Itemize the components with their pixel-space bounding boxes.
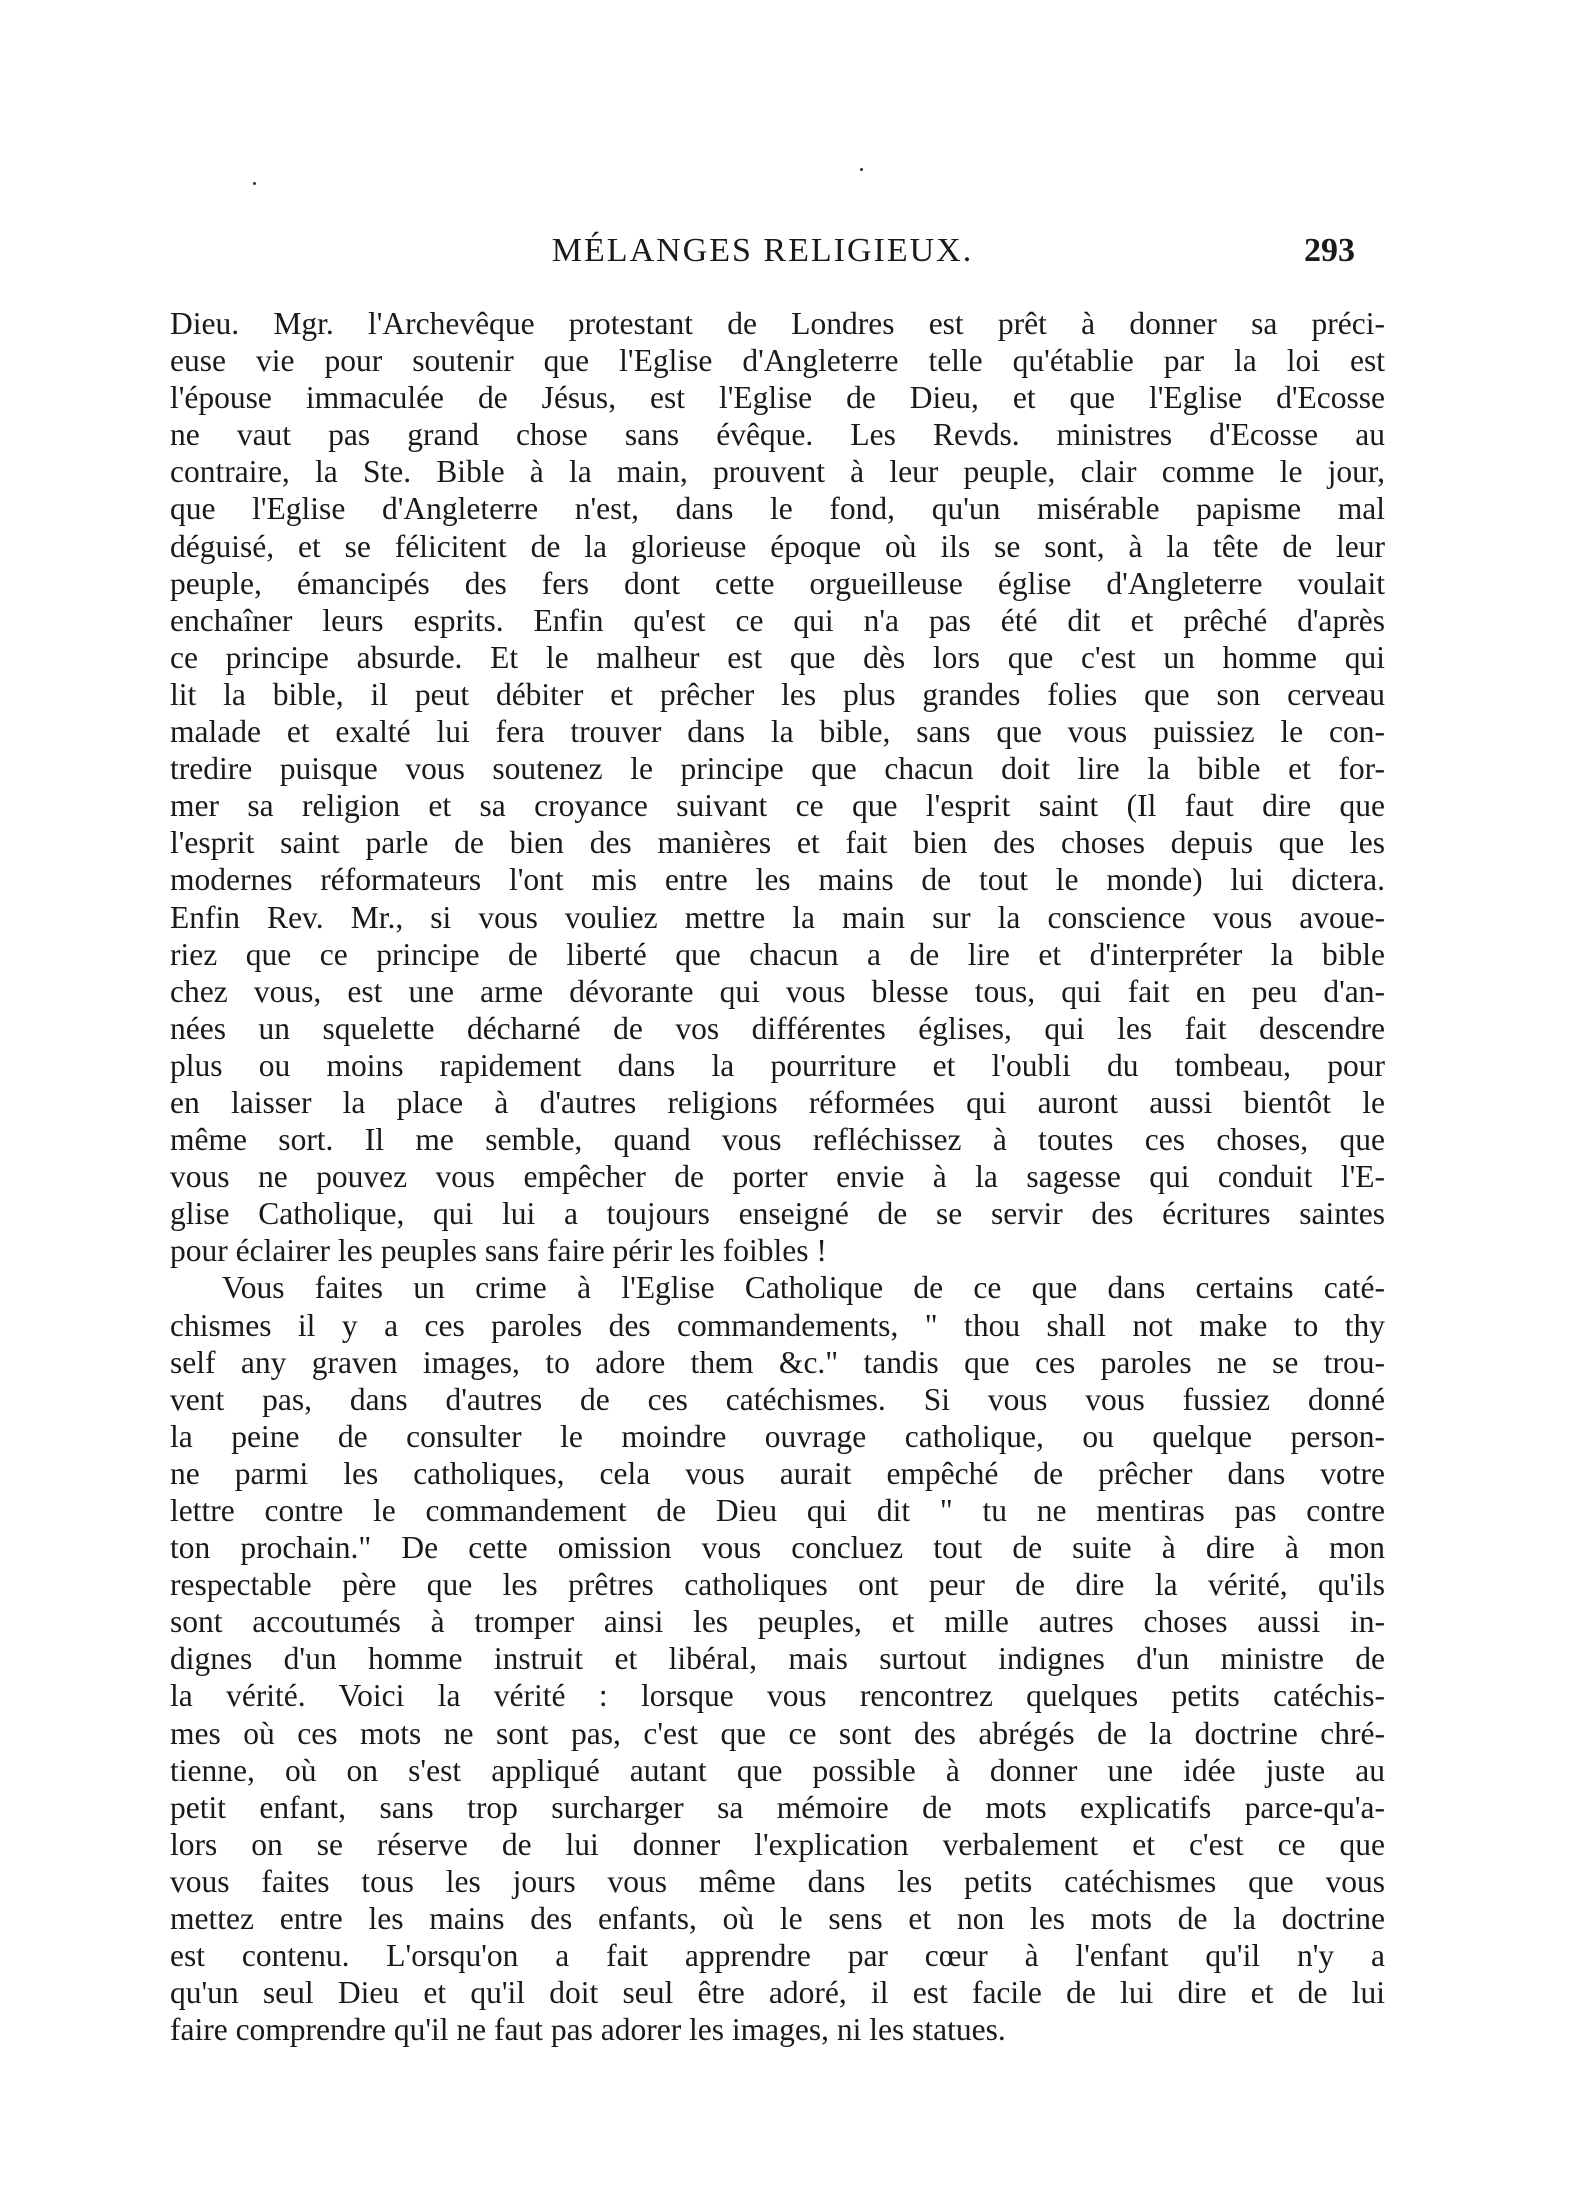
text-line: faire comprendre qu'il ne faut pas adorer les images, ni les statues. bbox=[170, 2012, 1006, 2048]
text-line: modernes réformateurs l'ont mis entre les mains de tout le monde) lui dictera. bbox=[170, 862, 1385, 898]
text-line: l'épouse immaculée de Jésus, est l'Eglise de Dieu, et que l'Eglise d'Ecosse bbox=[170, 380, 1385, 416]
text-line: sont accoutumés à tromper ainsi les peuples, et mille autres choses aussi in- bbox=[170, 1604, 1385, 1640]
text-line: Dieu. Mgr. l'Archevêque protestant de Londres est prêt à donner sa préci- bbox=[170, 306, 1385, 341]
text-line: lettre contre le commandement de Dieu qui dit " tu ne mentiras pas contre bbox=[170, 1493, 1385, 1528]
running-header bbox=[170, 232, 1355, 282]
text-line: même sort. Il me semble, quand vous refléchissez à toutes ces choses, que bbox=[170, 1122, 1385, 1158]
text-line: mer sa religion et sa croyance suivant ce que l'esprit saint (Il faut dire que bbox=[170, 788, 1385, 824]
text-line: en laisser la place à d'autres religions réformées qui auront aussi bientôt le bbox=[170, 1084, 1385, 1120]
text-line: vent pas, dans d'autres de ces catéchismes. Si vous vous fussiez donné bbox=[170, 1381, 1385, 1417]
text-line: ce principe absurde. Et le malheur est que dès lors que c'est un homme qui bbox=[170, 639, 1385, 675]
text-line: l'esprit saint parle de bien des manières et fait bien des choses depuis que les bbox=[170, 825, 1385, 861]
text-line: Vous faites un crime à l'Eglise Catholique de ce que dans certains caté- bbox=[222, 1270, 1385, 1306]
text-line: pour éclairer les peuples sans faire périr les foibles ! bbox=[170, 1233, 827, 1269]
text-line: lit la bible, il peut débiter et prêcher les plus grandes folies que son cerveau bbox=[170, 676, 1385, 712]
text-line: la peine de consulter le moindre ouvrage catholique, ou quelque person- bbox=[170, 1418, 1385, 1454]
text-line: mettez entre les mains des enfants, où le sens et non les mots de la doctrine bbox=[170, 1901, 1385, 1937]
text-line: nées un squelette décharné de vos différentes églises, qui les fait descendre bbox=[170, 1010, 1385, 1046]
text-line: dignes d'un homme instruit et libéral, mais surtout indignes d'un ministre de bbox=[170, 1641, 1385, 1677]
text-line: malade et exalté lui fera trouver dans la bible, sans que vous puissiez le con- bbox=[170, 714, 1385, 750]
text-line: ne vaut pas grand chose sans évêque. Les Revds. ministres d'Ecosse au bbox=[170, 417, 1385, 453]
text-line: vous ne pouvez vous empêcher de porter envie à la sagesse qui conduit l'E- bbox=[170, 1159, 1385, 1195]
text-line: lors on se réserve de lui donner l'explication verbalement et c'est ce que bbox=[170, 1826, 1385, 1862]
text-line: qu'un seul Dieu et qu'il doit seul être adoré, il est facile de lui dire et de lui bbox=[170, 1975, 1385, 2011]
text-line: peuple, émancipés des fers dont cette orgueilleuse église d'Angleterre voulait bbox=[170, 565, 1385, 601]
body-text bbox=[170, 305, 1385, 2048]
text-line: respectable père que les prêtres catholiques ont peur de dire la vérité, qu'ils bbox=[170, 1567, 1385, 1603]
text-line: mes où ces mots ne sont pas, c'est que ce sont des abrégés de la doctrine chré- bbox=[170, 1715, 1385, 1751]
text-line: euse vie pour soutenir que l'Eglise d'Angleterre telle qu'établie par la loi est bbox=[170, 343, 1385, 379]
running-title: MÉLANGES RELIGIEUX. bbox=[551, 232, 974, 269]
text-line: riez que ce principe de liberté que chacun a de lire et d'interpréter la bible bbox=[170, 936, 1385, 972]
text-line: tredire puisque vous soutenez le principe que chacun doit lire la bible et for- bbox=[170, 751, 1385, 787]
text-line: que l'Eglise d'Angleterre n'est, dans le fond, qu'un misérable papisme mal bbox=[170, 491, 1385, 527]
text-line: petit enfant, sans trop surcharger sa mémoire de mots explicatifs parce-qu'a- bbox=[170, 1789, 1385, 1825]
text-line: glise Catholique, qui lui a toujours enseigné de se servir des écritures saintes bbox=[170, 1196, 1385, 1232]
text-line: self any graven images, to adore them &c." tandis que ces paroles ne se trou- bbox=[170, 1344, 1385, 1380]
text-line: vous faites tous les jours vous même dans les petits catéchismes que vous bbox=[170, 1863, 1385, 1899]
text-line: déguisé, et se félicitent de la glorieuse époque où ils se sont, à la tête de leur bbox=[170, 528, 1385, 564]
page-number: 293 bbox=[1304, 232, 1355, 269]
text-line: enchaîner leurs esprits. Enfin qu'est ce qui n'a pas été dit et prêché d'après bbox=[170, 602, 1385, 638]
text-line: tienne, où on s'est appliqué autant que possible à donner une idée juste au bbox=[170, 1752, 1385, 1788]
text-line: contraire, la Ste. Bible à la main, prouvent à leur peuple, clair comme le jour, bbox=[170, 454, 1385, 490]
text-line: ton prochain." De cette omission vous concluez tout de suite à dire à mon bbox=[170, 1530, 1385, 1566]
text-line: Enfin Rev. Mr., si vous vouliez mettre la main sur la conscience vous avoue- bbox=[170, 899, 1385, 935]
text-line: la vérité. Voici la vérité : lorsque vous rencontrez quelques petits catéchis- bbox=[170, 1678, 1385, 1714]
text-line: est contenu. L'orsqu'on a fait apprendre par cœur à l'enfant qu'il n'y a bbox=[170, 1938, 1385, 1974]
text-line: chismes il y a ces paroles des commandements, " thou shall not make to thy bbox=[170, 1307, 1385, 1343]
ink-speck bbox=[253, 182, 256, 185]
text-line: plus ou moins rapidement dans la pourriture et l'oubli du tombeau, pour bbox=[170, 1047, 1385, 1083]
ink-speck bbox=[860, 168, 863, 171]
text-line: chez vous, est une arme dévorante qui vous blesse tous, qui fait en peu d'an- bbox=[170, 973, 1385, 1009]
text-line: ne parmi les catholiques, cela vous aurait empêché de prêcher dans votre bbox=[170, 1455, 1385, 1491]
